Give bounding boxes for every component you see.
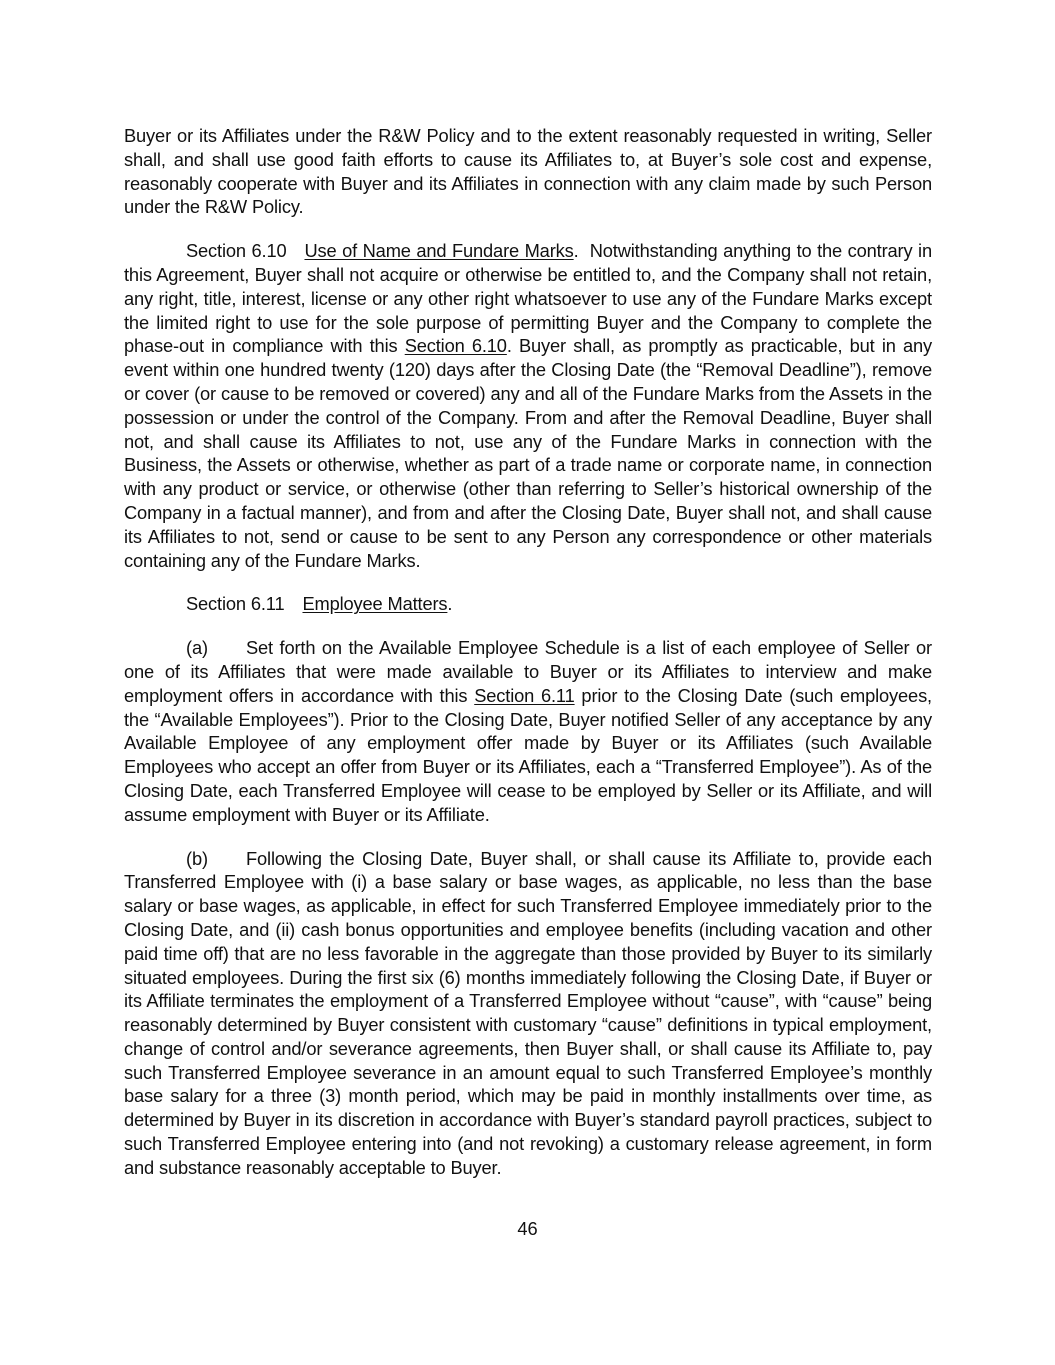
page-number: 46 — [517, 1218, 538, 1239]
paragraph-a-label: (a) — [186, 637, 208, 659]
paragraph-continuation: Buyer or its Affiliates under the R&W Policy and to the extent reasonably requested in writing, Seller shall, and shall use good faith efforts to cause its Affiliates to, at Buyer’s sole cost and expense, reasonably cooperate with Buyer and its Affiliates in connection with any claim made by such Person under the R&W Policy. — [124, 125, 932, 218]
section-6-11-paragraph-a — [124, 636, 932, 826]
section-6-11-title: Employee Matters — [302, 593, 448, 615]
document-page — [124, 124, 932, 1200]
section-6-10-text-part2: . Buyer shall, as promptly as practicable, but in any event within one hundred twenty (120) days after the Closing Date (the “Removal Deadline”), remove or cover (or cause to be removed or covered) any and all of the Fundare Marks from the Assets in the possession or under the control of the Company. From and after the Removal Deadline, Buyer shall not, and shall cause its Affiliates to not, use any of the Fundare Marks in connection with the Business, the Assets or otherwise, whether as part of a trade name or corporate name, in connection with any product or service, or otherwise (other than referring to Seller’s historical ownership of the Company in a factual manner), and from and after the Closing Date, Buyer shall not, and shall cause its Affiliates to not, send or cause to be sent to any Person any correspondence or other materials containing any of the Fundare Marks. — [124, 335, 932, 571]
section-6-10: Section 6.10 Use of Name and Fundare Marks. Notwithstanding anything to the contrary in this Agreement, Buyer shall not acquire or otherwise be entitled to, and the Company shall not retain, any right, title, interest, license or any other right whatsoever to use any of the Fundare Marks except the limited right to use for the sole purpose of permitting Buyer and the Company to complete the phase-out in compliance with this Section 6.10. Buyer shall, as promptly as practicable, but in any event within one hundred twenty (120) days after the Closing Date (the “Removal Deadline”), remove or cover (or cause to be removed or covered) any and all of the Fundare Marks from the Assets in the possession or under the control of the Company. From and after the Removal Deadline, Buyer shall not, and shall cause its Affiliates to not, use any of the Fundare Marks in connection with the Business, the Assets or otherwise, whether as part of a trade name or corporate name, in connection with any product or service, or otherwise (other than referring to Seller’s historical ownership of the Company in a factual manner), and from and after the Closing Date, Buyer shall not, and shall cause its Affiliates to not, send or cause to be sent to any Person any correspondence or other materials containing any of the Fundare Marks. — [124, 240, 932, 571]
paragraph-b-text: Following the Closing Date, Buyer shall, or shall cause its Affiliate to, provide each Transferred Employee with (i) a base salary or base wages, as applicable, no less than the base salary or base wages, as applicable, in effect for such Transferred Employee immediately prior to the Closing Date, and (ii) cash bonus opportunities and employee benefits (including vacation and other paid time off) that are no less favorable in the aggregate than those provided by Buyer to its similarly situated employees. During the first six (6) months immediately following the Closing Date, if Buyer or its Affiliate terminates the employment of a Transferred Employee without “cause”, with “cause” being reasonably determined by Buyer consistent with customary “cause” definitions in typical employment, change of control and/or severance agreements, then Buyer shall, or shall cause its Affiliate to, pay such Transferred Employee severance in an amount equal to such Transferred Employee’s monthly base salary for a three (3) month period, which may be paid in monthly installments over time, as determined by Buyer in its discretion in accordance with Buyer’s standard payroll practices, subject to such Transferred Employee entering into (and not revoking) a customary release agreement, in form and substance reasonably acceptable to Buyer. — [124, 847, 932, 1178]
section-6-11-paragraph-b — [124, 847, 932, 1180]
paragraph-b-label: (b) — [186, 847, 208, 869]
section-6-11-heading: Section 6.11 Employee Matters. — [186, 593, 453, 615]
section-6-10-text-part1: Notwithstanding anything to the contrary in this Agreement, Buyer shall not acquire or otherwise be entitled to, and the Company shall not retain, any right, title, interest, license or any other right whatsoever to use any of the Fundare Marks except the limited right to use for the sole purpose of permitting Buyer and the Company to complete the phase-out in compliance with this — [124, 240, 932, 357]
paragraph-a-text-part2: prior to the Closing Date (such employees, the “Available Employees”). Prior to the Closing Date, Buyer notified Seller of any acceptance by any Available Employee of any employment offer made by Buyer or its Affiliates (such Available Employees who accept an offer from Buyer or its Affiliates, each a “Transferred Employee”). As of the Closing Date, each Transferred Employee will cease to be employed by Seller or its Affiliate, and will assume employment with Buyer or its Affiliate. — [124, 684, 932, 825]
section-6-11-number: Section 6.11 — [186, 593, 285, 615]
section-6-10-title: Use of Name and Fundare Marks — [304, 240, 574, 262]
section-6-11-reference: Section 6.11 — [474, 684, 575, 706]
paragraph-a-text-part1: Set forth on the Available Employee Schedule is a list of each employee of Seller or one of its Affiliates that were made available to Buyer or its Affiliates to interview and make employment offers in accordance with this — [124, 637, 932, 706]
section-6-10-reference: Section 6.10 — [404, 335, 507, 357]
section-6-10-number: Section 6.10 — [186, 240, 287, 262]
